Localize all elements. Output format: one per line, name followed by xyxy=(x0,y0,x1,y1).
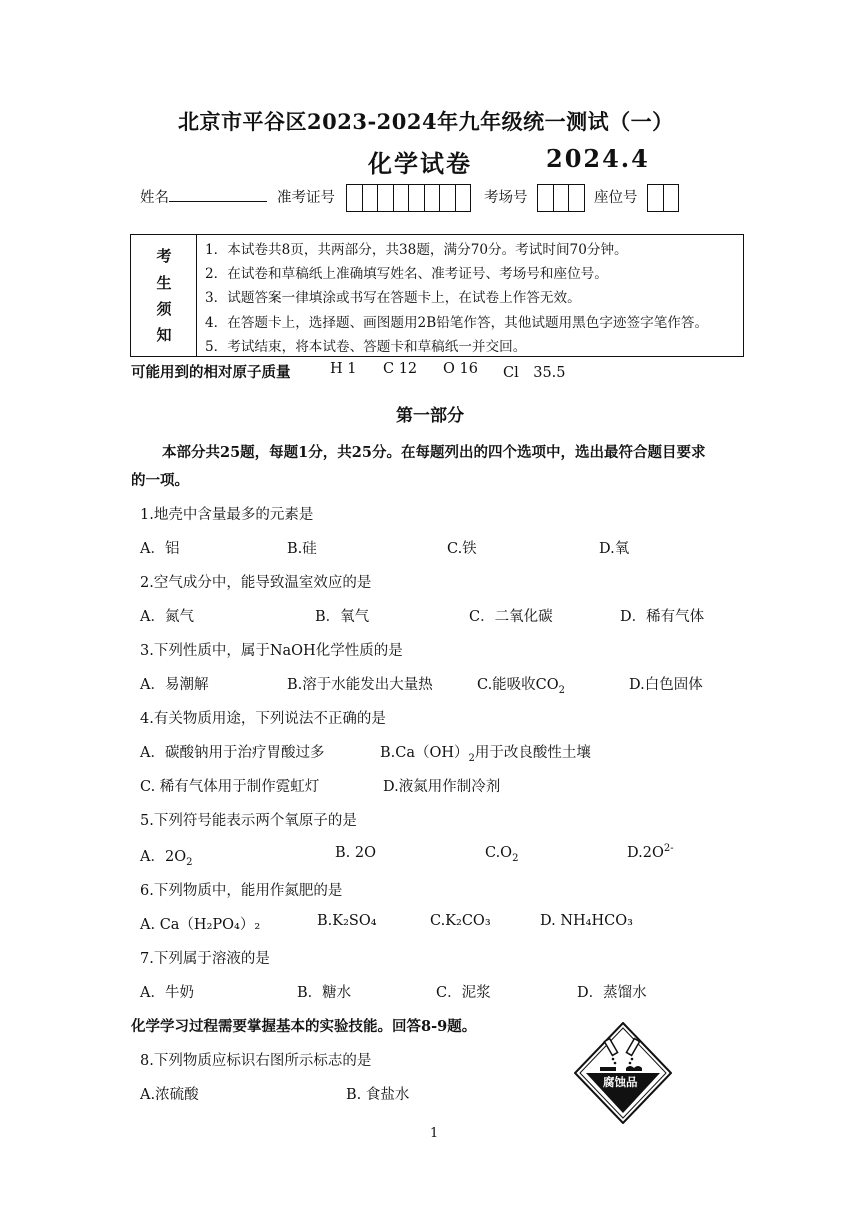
atomic-mass-h: H 1 xyxy=(330,361,357,377)
exam-date: 2024.4 xyxy=(546,144,650,173)
option-b: B.溶于水能发出大量热 xyxy=(287,677,433,693)
name-field[interactable] xyxy=(169,187,267,202)
option-a: A．$2O_2$ xyxy=(140,849,193,868)
option-c: $C.O_2$ xyxy=(485,845,519,864)
hazard-label: 腐蚀品 xyxy=(603,1075,638,1089)
question-stem: 5.下列符号能表示两个氧原子的是 xyxy=(140,813,357,829)
question-stem: 7.下列属于溶液的是 xyxy=(140,951,270,967)
part-intro-line2: 的一项。 xyxy=(131,472,189,489)
option-d: D.白色固体 xyxy=(629,677,703,693)
question-stem: 6.下列物质中，能用作氮肥的是 xyxy=(140,883,343,899)
atomic-mass-o: O 16 xyxy=(443,361,478,377)
option-a: A.浓硫酸 xyxy=(140,1087,199,1103)
option-c: C.K₂CO₃ xyxy=(430,913,491,929)
option-b: B.硅 xyxy=(287,541,317,557)
option-b: B.K₂SO₄ xyxy=(317,913,377,929)
option-b: B．糖水 xyxy=(297,985,352,1001)
part-intro-line1: 本部分共25题，每题1分，共25分。在每题列出的四个选项中，选出最符合题目要求 xyxy=(162,444,706,461)
notice-side-label: 考 生 须 知 xyxy=(131,235,197,356)
subject-title: 化学试卷 xyxy=(368,149,472,178)
option-c: C. 稀有气体用于制作霓虹灯 xyxy=(140,779,320,795)
option-b: B．氧气 xyxy=(315,609,370,625)
option-a: A．碳酸钠用于治疗胃酸过多 xyxy=(140,745,325,761)
question-stem: 8.下列物质应标识右图所示标志的是 xyxy=(140,1053,372,1069)
option-d: $D.2O^{2-}$ xyxy=(627,843,674,861)
option-d: D.氧 xyxy=(599,541,630,557)
question-stem: 3.下列性质中，属于NaOH化学性质的是 xyxy=(140,643,403,659)
atomic-mass-cl: Cl 35.5 xyxy=(503,365,566,381)
notice-item: 5．考试结束，将本试卷、答题卡和草稿纸一并交回。 xyxy=(205,339,527,355)
seat-label: 座位号 xyxy=(594,190,638,206)
option-c: C．二氧化碳 xyxy=(469,609,553,625)
option-d: D.液氮用作制冷剂 xyxy=(383,779,501,795)
option-c: C.能吸收$CO_2$ xyxy=(477,677,566,696)
exam-id-label: 准考证号 xyxy=(277,190,335,206)
option-a: A．氮气 xyxy=(140,609,194,625)
question-stem: 2.空气成分中，能导致温室效应的是 xyxy=(140,575,372,591)
option-d: D．稀有气体 xyxy=(620,609,705,625)
option-b: B. 食盐水 xyxy=(346,1087,410,1103)
corrosive-hazard-icon xyxy=(574,1022,672,1124)
candidate-info-row xyxy=(140,186,267,207)
exam-id-boxes[interactable] xyxy=(346,184,471,212)
notice-item: 4．在答题卡上，选择题、画图题用2B铅笔作答，其他试题用黑色字迹签字笔作答。 xyxy=(205,315,709,331)
option-d: D．蒸馏水 xyxy=(577,985,647,1001)
exam-title: 北京市平谷区2023-2024年九年级统一测试（一） xyxy=(178,109,674,134)
option-c: C.铁 xyxy=(447,541,477,557)
room-boxes[interactable] xyxy=(537,184,585,212)
option-c: C．泥浆 xyxy=(436,985,491,1001)
notice-item: 3．试题答案一律填涂或书写在答题卡上，在试卷上作答无效。 xyxy=(205,290,581,306)
lab-intro: 化学学习过程需要掌握基本的实验技能。回答8-9题。 xyxy=(131,1018,477,1035)
seat-boxes[interactable] xyxy=(647,184,679,212)
option-a: A．牛奶 xyxy=(140,985,194,1001)
question-stem: 1.地壳中含量最多的元素是 xyxy=(140,507,314,523)
atomic-mass-label: 可能用到的相对原子质量 xyxy=(131,364,291,381)
name-label: 姓名 xyxy=(140,190,169,206)
option-a: A. Ca（H₂PO₄）₂ xyxy=(140,917,261,933)
question-stem: 4.有关物质用途，下列说法不正确的是 xyxy=(140,711,386,727)
option-b: $B.Ca(OH)_2$用于改良酸性土壤 xyxy=(380,745,591,764)
page-number: 1 xyxy=(430,1126,439,1141)
candidate-notice-box xyxy=(130,234,744,357)
option-d: D. NH₄HCO₃ xyxy=(540,913,633,929)
option-b: B. 2O xyxy=(335,845,376,861)
option-a: A．易潮解 xyxy=(140,677,209,693)
notice-item: 2．在试卷和草稿纸上准确填写姓名、准考证号、考场号和座位号。 xyxy=(205,266,608,282)
room-label: 考场号 xyxy=(484,190,528,206)
notice-item: 1．本试卷共8页，共两部分，共38题，满分70分。考试时间70分钟。 xyxy=(205,242,628,258)
option-a: A．铝 xyxy=(140,541,180,557)
part-title: 第一部分 xyxy=(396,406,464,426)
atomic-mass-c: C 12 xyxy=(383,361,418,377)
